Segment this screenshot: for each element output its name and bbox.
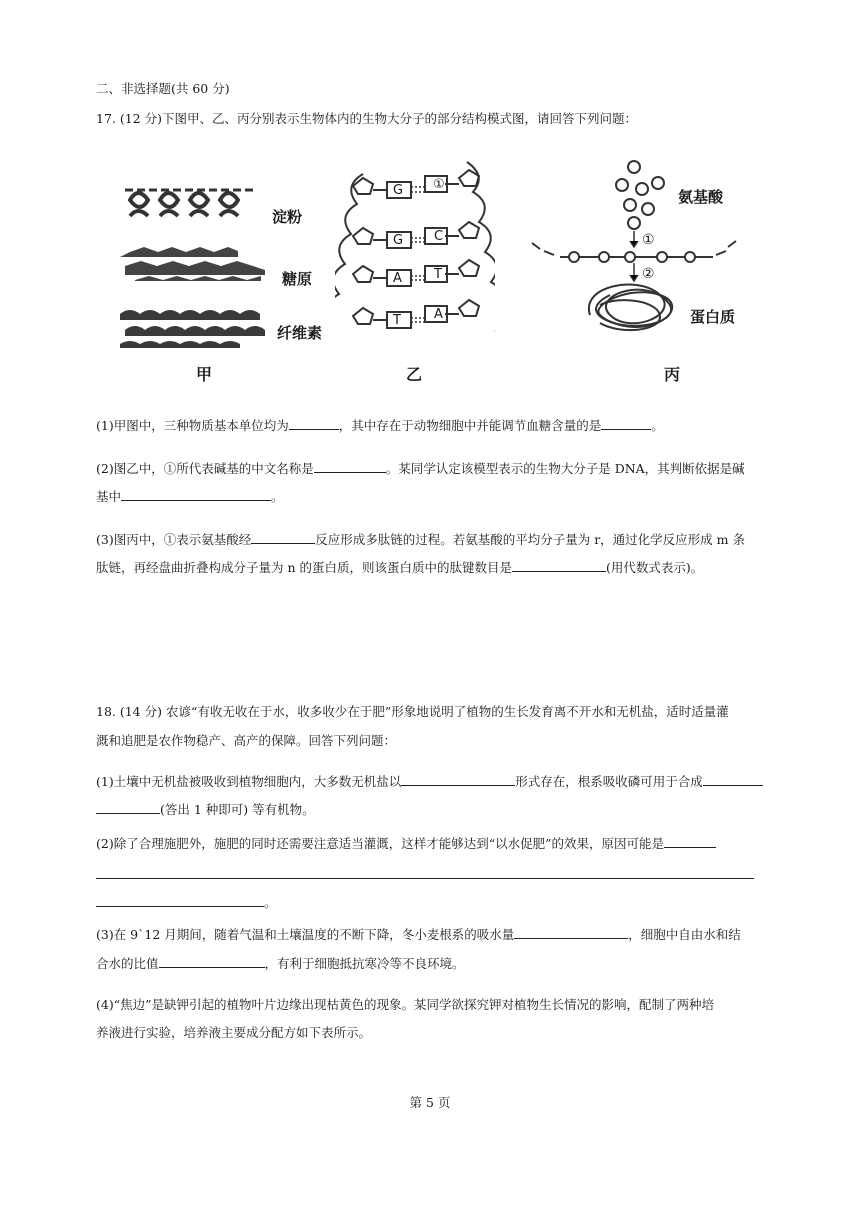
answer-blank-3[interactable] <box>314 458 386 473</box>
base-left-2: G <box>393 233 404 248</box>
answer-blank-8-cont[interactable] <box>96 799 160 814</box>
base-right-1: ① <box>433 177 445 192</box>
label-starch: 淀粉 <box>272 208 303 226</box>
answer-blank-5[interactable] <box>251 529 315 544</box>
base-left-1: G <box>393 183 404 198</box>
answer-blank-9[interactable] <box>664 833 716 848</box>
page-number: 第 5 页 <box>409 1095 451 1110</box>
q18-stem-line2: 溉和追肥是农作物稳产、高产的保障。回答下列问题： <box>96 733 397 748</box>
caption-yi: 乙 <box>406 365 423 384</box>
q18-part3-line1: (3)在 9`12 月期间，随着气温和土壤温度的不断下降，冬小麦根系的吸水量 ，细胞中自由水和结 <box>96 924 741 945</box>
answer-blank-6[interactable] <box>512 557 606 572</box>
base-left-4: T <box>393 313 401 328</box>
q17-part1: (1)甲图中，三种物质基本单位均为 ，其中存在于动物细胞中并能调节血糖含量的是 。 <box>96 415 664 436</box>
section-title: 二、非选择题(共 60 分) <box>96 81 230 96</box>
step-1-marker: ① <box>642 232 655 248</box>
step-2-marker: ② <box>642 266 655 282</box>
base-right-4: A <box>434 307 443 322</box>
base-right-2: C <box>434 229 444 244</box>
answer-blank-8[interactable] <box>703 771 763 786</box>
caption-jia: 甲 <box>196 365 213 384</box>
q17-part2-line1: (2)图乙中，①所代表碱基的中文名称是 。某同学认定该模型表示的生物大分子是 DNA，其判断依据是碱 <box>96 458 745 479</box>
q17-stem: 17. (12 分)下图甲、乙、丙分别表示生物体内的生物大分子的部分结构模式图，请回答下列问题： <box>96 111 637 126</box>
label-glycogen: 糖原 <box>282 270 313 288</box>
q18-part4-line2: 养液进行实验，培养液主要成分配方如下表所示。 <box>96 1025 372 1040</box>
label-amino-acid: 氨基酸 <box>678 188 724 206</box>
answer-blank-2[interactable] <box>601 415 651 430</box>
answer-blank-11[interactable] <box>159 953 265 968</box>
answer-rule-9-line2[interactable] <box>96 878 754 879</box>
answer-blank-9-end[interactable] <box>96 892 264 907</box>
q17-part3-line2: 肽链，再经盘曲折叠构成分子量为 n 的蛋白质，则该蛋白质中的肽键数目是 (用代数式表示)。 <box>96 557 703 578</box>
q18-part2-line1: (2)除了合理施肥外，施肥的同时还需要注意适当灌溉，这样才能够达到“以水促肥”的效果，原因可能是 <box>96 833 716 854</box>
q18-part2-line3: 。 <box>96 892 277 913</box>
answer-blank-10[interactable] <box>514 924 628 939</box>
q18-part3-line2: 合水的比值 ，有利于细胞抵抗寒冷等不良环境。 <box>96 953 465 974</box>
polysaccharide-chains-drawing <box>120 180 280 350</box>
dna-ladder-drawing <box>335 152 495 352</box>
answer-blank-7[interactable] <box>401 771 515 786</box>
q18-part4-line1: (4)“焦边”是缺钾引起的植物叶片边缘出现枯黄色的现象。某同学欲探究钾对植物生长情况的影响，配制了两种培 <box>96 997 714 1012</box>
caption-bing: 丙 <box>664 365 681 384</box>
q17-part3-line1: (3)图丙中，①表示氨基酸经 反应形成多肽链的过程。若氨基酸的平均分子量为 r，通过化学反应形成 m 条 <box>96 529 745 550</box>
base-left-3: A <box>393 271 402 286</box>
q17-part2-line2: 基中 。 <box>96 486 284 507</box>
label-cellulose: 纤维素 <box>277 324 323 342</box>
q18-stem-line1: 18. (14 分) 农谚“有收无收在于水，收多收少在于肥”形象地说明了植物的生长发育离不开水和无机盐，适时适量灌 <box>96 704 729 719</box>
base-right-3: T <box>434 267 442 282</box>
q18-part1-line1: (1)土壤中无机盐被吸收到植物细胞内，大多数无机盐以 形式存在，根系吸收磷可用于合成 <box>96 771 763 792</box>
answer-blank-1[interactable] <box>289 415 339 430</box>
label-protein: 蛋白质 <box>690 308 736 326</box>
q18-part1-line2: (答出 1 种即可) 等有机物。 <box>96 799 315 820</box>
answer-blank-4[interactable] <box>121 486 271 501</box>
